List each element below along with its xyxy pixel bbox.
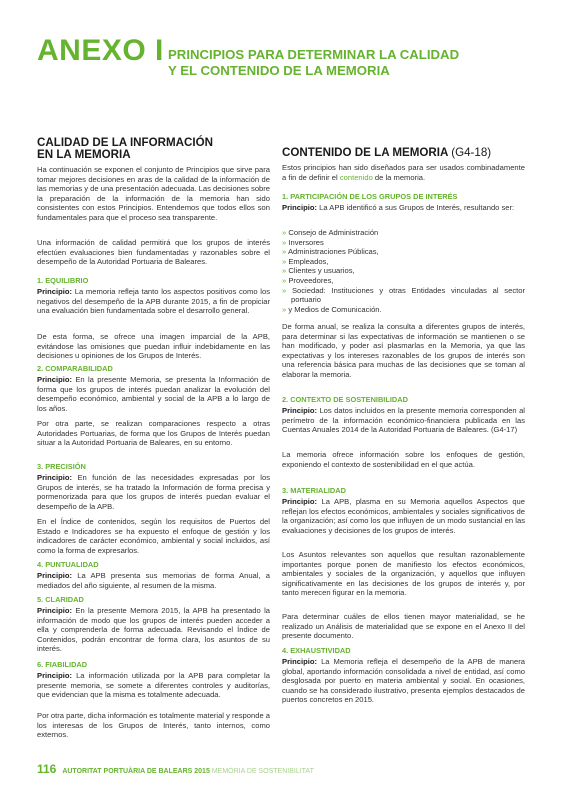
annex-label: ANEXO I [37, 34, 164, 67]
right-intro-paragraph: Estos principios han sido diseñados para ser usados combinadamente a fin de definir el contenido de la memoria. [282, 163, 525, 182]
list-item: » Proveedores, [282, 275, 334, 285]
subsection-title-materialidad: 3. MATERIALIDAD [282, 486, 346, 495]
page-title-line2: Y EL CONTENIDO DE LA MEMORIA [168, 62, 390, 78]
subsection-title-contexto: 2. CONTEXTO DE SOSTENIBILIDAD [282, 395, 408, 404]
comparabilidad-paragraph-1: Principio: En la presente Memoria, se presenta la Información de forma que los grupos de interés puedan analizar la evolución del desempeño económico, ambiental y social de la APB a lo largo de los años. [37, 375, 270, 413]
puntualidad-paragraph-1: Principio: La APB presenta sus memorias de forma Anual, a mediados del año siguiente, al resumen de la misma. [37, 571, 270, 590]
left-section-title-line2: EN LA MEMORIA [37, 148, 131, 162]
list-item: » Inversores [282, 237, 324, 247]
subsection-title-precision: 3. PRECISIÓN [37, 462, 86, 471]
list-item: » y Medios de Comunicación. [282, 304, 382, 314]
equilibrio-paragraph-2: De esta forma, se ofrece una imagen imparcial de la APB, evitándose las omisiones que puedan influir indebidamente en las decisiones u opiniones de los Grupos de Interés. [37, 332, 270, 361]
page-title-line1: PRINCIPIOS PARA DETERMINAR LA CALIDAD [168, 47, 460, 62]
contexto-paragraph-2: La memoria ofrece información sobre los enfoques de gestión, exponiendo el contexto de sostenibilidad en el que actúa. [282, 450, 525, 469]
subsection-title-puntualidad: 4. PUNTUALIDAD [37, 560, 99, 569]
list-item: » Consejo de Administración [282, 228, 379, 237]
page-title [168, 47, 459, 78]
precision-paragraph-1: Principio: En función de las necesidades expresadas por los Grupos de interés, se ha tratado la Información de forma precisa y pormenorizada para que los grupos de interés puedan evaluar el desempeño de la APB. [37, 473, 270, 511]
subsection-title-fiabilidad: 6. FIABILIDAD [37, 660, 88, 669]
precision-paragraph-2: En el Índice de contenidos, según los requisitos de Puertos del Estado e Indicadores se ha expuesto el enfoque de gestión y los indicadores de carácter económico, ambiental y social incluidos, así como la forma de expresarlos. [37, 517, 270, 555]
subsection-title-comparabilidad: 2. COMPARABILIDAD [37, 364, 113, 373]
stakeholder-list [282, 228, 525, 314]
claridad-paragraph-1: Principio: En la presente Memora 2015, la APB ha presentado la información de modo que los grupos de interés pueden acceder a ella y comprenderla de forma adecuada. Revisando el Índice de Contenidos, podrán encontrar de forma clara, los asuntos de su interés. [37, 606, 270, 654]
page-footer [37, 762, 314, 776]
fiabilidad-paragraph-1: Principio: La información utilizada por la APB para completar la presente memoria, se somete a diferentes controles y auditorías, que evidencian que la misma es totalmente adecuada. [37, 671, 270, 700]
footer-section: MEMÒRIA DE SOSTENIBILITAT [211, 768, 314, 775]
right-section-title [282, 147, 491, 159]
contenido-link: contenido [339, 172, 373, 182]
left-section-title [37, 137, 213, 162]
materialidad-paragraph-1: Principio: La APB, plasma en su Memoria aquellos Aspectos que reflejan los efectos económicos, ambientales y sociales significativos de la organización; así como los que influyen de un modo sustancial en las evaluaciones y decisiones de los grupos de interés. [282, 497, 525, 535]
right-section-title-code: (G4-18) [451, 146, 492, 159]
subsection-title-exhaustividad: 4. EXHAUSTIVIDAD [282, 646, 351, 655]
list-item: » Clientes y usuarios, [282, 266, 355, 276]
participacion-paragraph-1: Principio: La APB identificó a sus Grupos de Interés, resultando ser: [282, 203, 515, 212]
page-number: 116 [37, 762, 57, 776]
list-item: » Administraciones Públicas, [282, 247, 379, 257]
left-section-title-line1: CALIDAD DE LA INFORMACIÓN [37, 136, 214, 149]
participacion-paragraph-2: De forma anual, se realiza la consulta a diferentes grupos de interés, para determinar si las expectativas de información se mantienen o se han modificado, y poder así plasmarlas en la Memoria, ya que las expectativas y los intereses razonables de los grupos de interés son una referencia básica para muchas de las decisiones que se toman al elaborar la memoria. [282, 322, 525, 379]
contexto-paragraph-1: Principio: Los datos incluidos en la presente memoria corresponden al perímetro de la información económico-financiera publicada en las Cuentas Anuales 2014 de la Autoridad Portuaria de Baleares. (G4-17) [282, 406, 525, 435]
footer-organization: AUTORITAT PORTUÀRIA DE BALEARS 2015 [62, 768, 210, 775]
intro-paragraph-2: Una información de calidad permitirá que los grupos de interés efectúen evaluaciones bien fundamentadas y razonables sobre el desempeño de la Autoridad Portuaria de Baleares. [37, 238, 270, 267]
fiabilidad-paragraph-2: Por otra parte, dicha información es totalmente material y responde a los interesas de los Grupos de Interés, tanto internos, como externos. [37, 711, 270, 740]
list-item: » Sociedad: Instituciones y otras Entidades vinculadas al sector portuario [282, 285, 525, 305]
materialidad-paragraph-3: Para determinar cuáles de ellos tienen mayor materialidad, se he realizado un Análisis de materialidad que se expone en el Anexo II del presente documento. [282, 612, 525, 641]
right-section-title-text: CONTENIDO DE LA MEMORIA [282, 146, 448, 159]
subsection-title-participacion: 1. PARTICIPACIÓN DE LOS GRUPOS DE INTERÉS [282, 192, 458, 201]
subsection-title-claridad: 5. CLARIDAD [37, 595, 84, 604]
materialidad-paragraph-2: Los Asuntos relevantes son aquellos que resultan razonablemente importantes porque ponen de manifiesto los efectos económicos, ambientales y sociales de la organización, y aquellos que influyen significativamente en las decisiones de los grupos de interés y, por tanto merecen figurar en la memoria. [282, 550, 525, 598]
list-item: » Empleados, [282, 256, 329, 266]
subsection-title-equilibrio: 1. EQUILIBRIO [37, 276, 89, 285]
comparabilidad-paragraph-2: Por otra parte, se realizan comparaciones respecto a otras Autoridades Portuarias, de forma que los Grupos de Interés puedan situar a la Autoridad Portuaria de Baleares, en su entorno. [37, 419, 270, 448]
exhaustividad-paragraph-1: Principio: La Memoria refleja el desempeño de la APB de manera global, aportando información consolidada a nivel de entidad, así como desglosada por puerto en materia ambiental y social. En ocasiones, cuando se ha considerado ilustrativo, presenta ejemplos destacados de puertos concretos en 2015. [282, 657, 525, 705]
intro-paragraph-1: Ha continuación se exponen el conjunto de Principios que sirve para tomar mejores decisiones en aras de la calidad de la información de las memorias y de una presentación adecuada. Las decisiones sobre la preparación de la información de la memoria han sido consistentes con estos Principios. Entendemos que todos ellos son fundamentales para que el proceso sea transparente. [37, 165, 271, 222]
equilibrio-paragraph-1: Principio: La memoria refleja tanto los aspectos positivos como los negativos del desempeño de la APB durante 2015, a fin de propiciar una evaluación bien fundamentada sobre el desarrollo general. [37, 287, 270, 316]
